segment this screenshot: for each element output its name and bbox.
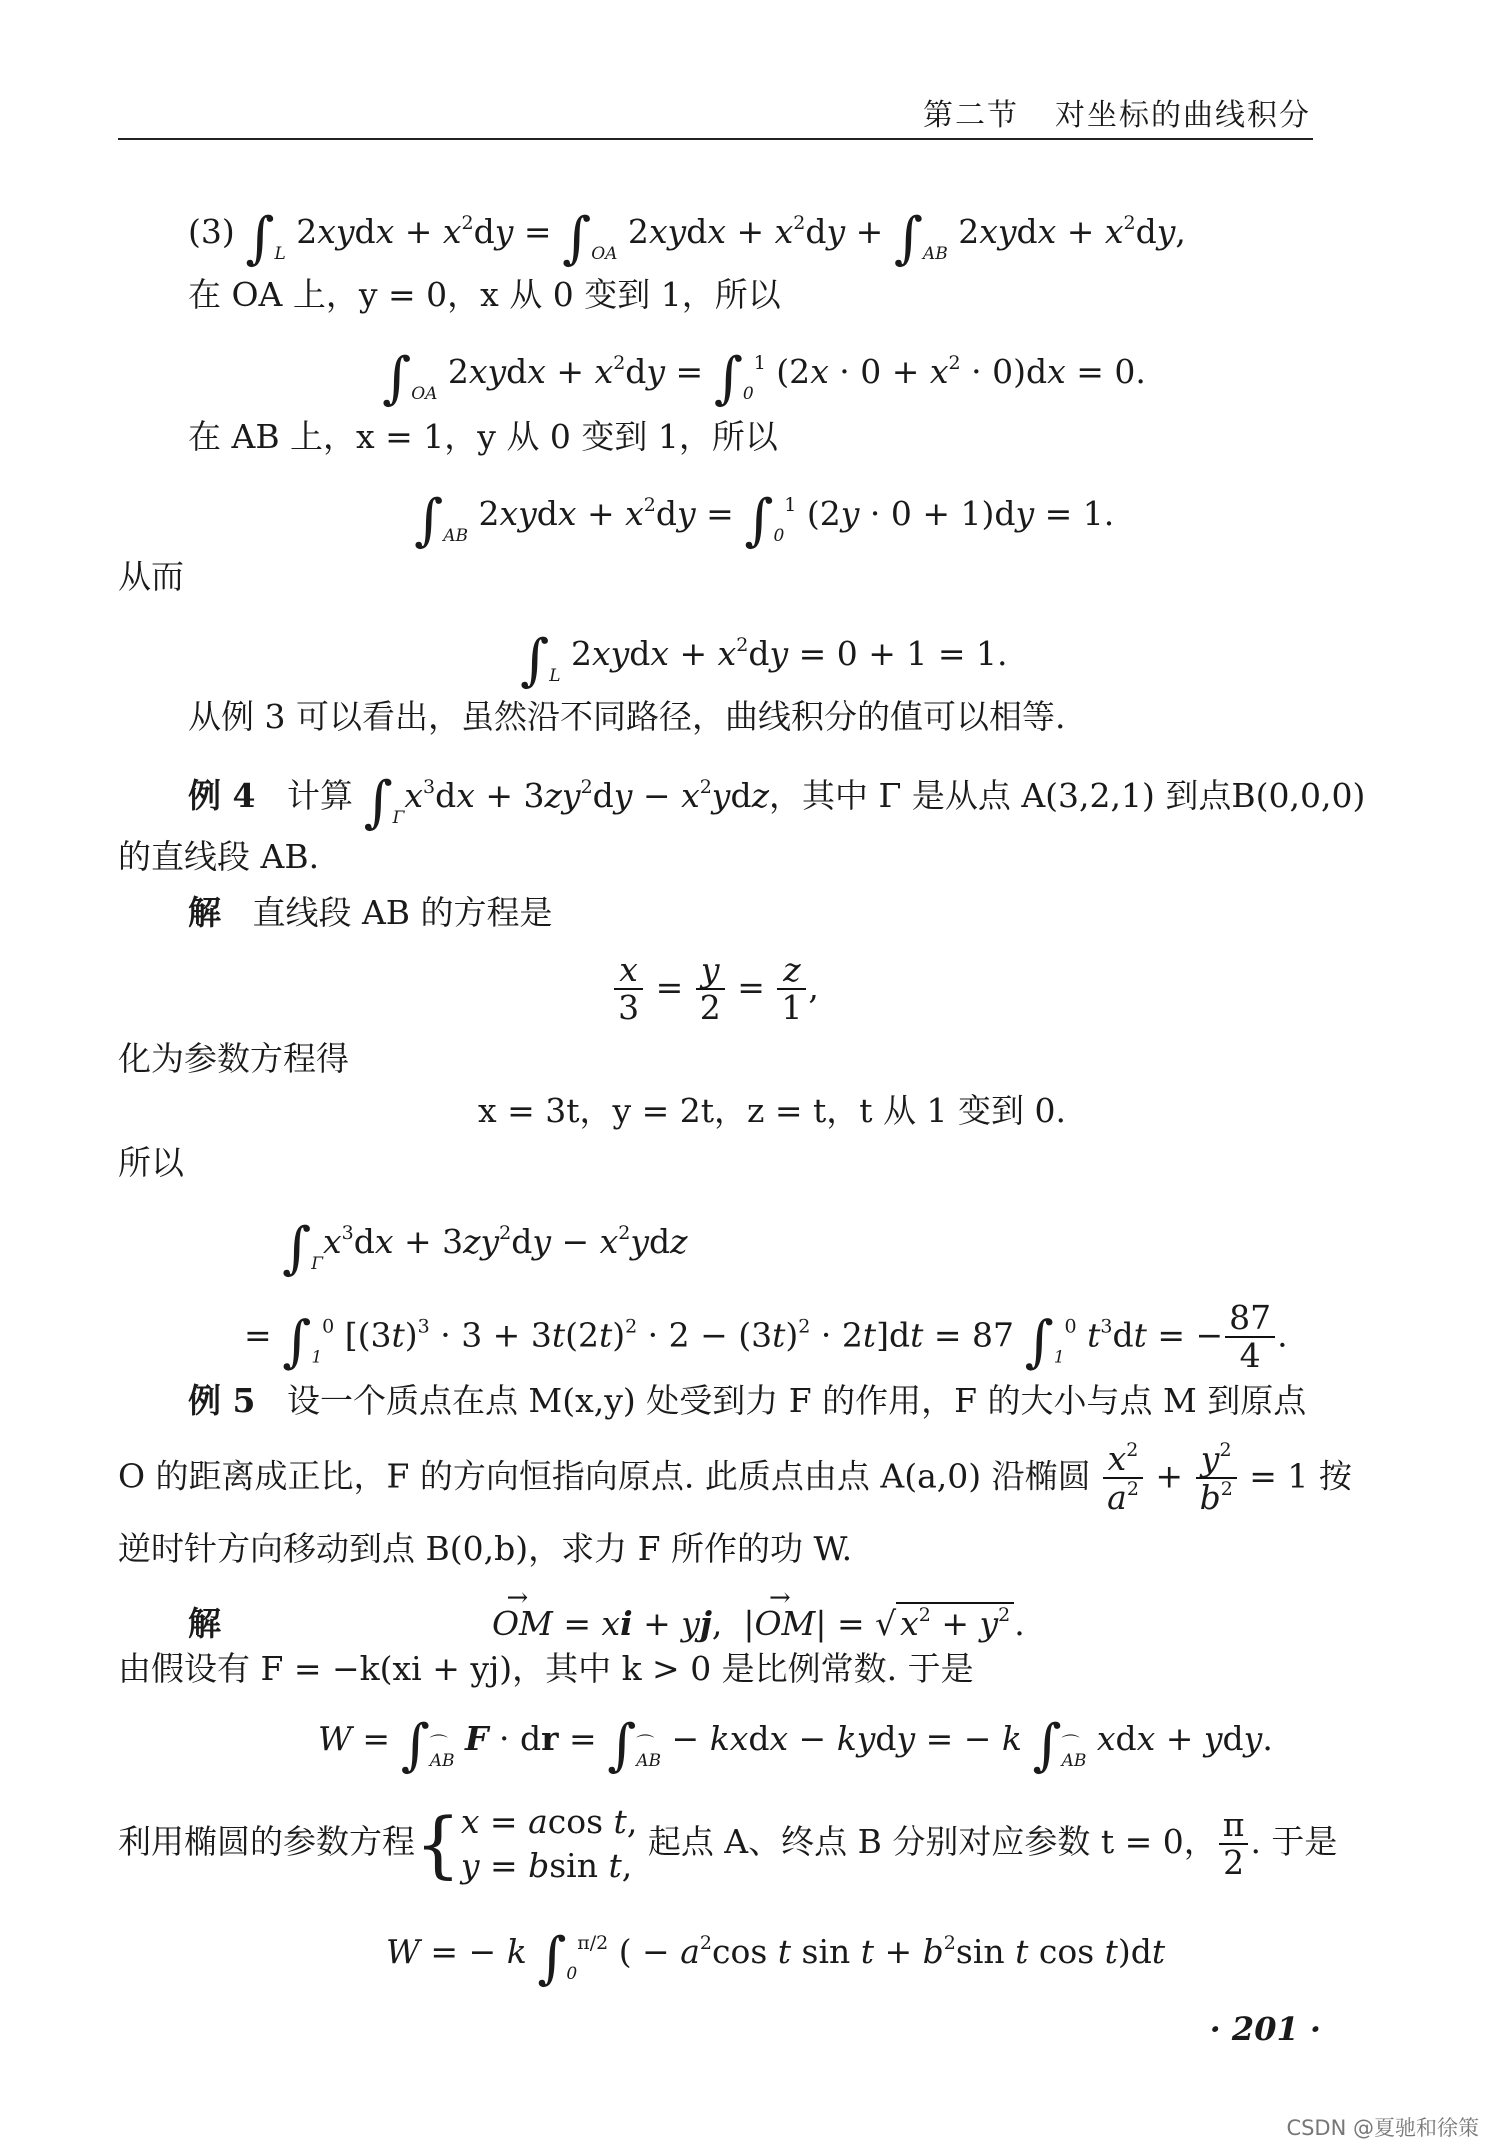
example-4-label: 例 4: [188, 776, 256, 815]
text-on-ab: 在 AB 上，x = 1，y 从 0 变到 1，所以: [188, 417, 778, 456]
example-4-statement: 例 4 计算 $\int_\Gamma x^3dx + 3zy^2dy - x^2ydz$，其中 Γ 是从点 A(3,2,1) 到点B(0,0,0): [188, 770, 1366, 835]
example-4-line2: 的直线段 AB.: [118, 837, 320, 876]
header-rule: [118, 138, 1313, 140]
watermark: CSDN @夏驰和徐策: [1286, 2116, 1479, 2140]
equation-oa: $\int_{OA}$ 2xydx + $x^2dy = \int_0^1$ $(2x \cdot 0 + x^2 \cdot 0)dx = 0$.: [382, 346, 1146, 411]
ellipse-param-line: 利用椭圆的参数方程{ x = acos t, y = bsin t, 起点 A、终点 B 分别对应参数 t = 0， $\frac{\pi}{2}$ . 于是: [118, 1802, 1338, 1886]
equation-work-param: W = − k $\int_0^{\pi/2}$ ( − $a^2\cos$ t $\sin t + b^2\sin$ t cos t)dt: [386, 1926, 1166, 1991]
param-intro: 化为参数方程得: [118, 1039, 349, 1078]
example-5-statement: 例 5 设一个质点在点 M(x,y) 处受到力 F 的作用，F 的大小与点 M 到原点: [188, 1381, 1307, 1420]
text-on-oa: 在 OA 上，y = 0，x 从 0 变到 1，所以: [188, 275, 781, 314]
example-5-line2: O 的距离成正比，F 的方向恒指向原点. 此质点由点 A(a,0) 沿椭圆 $\frac{x^2}{a^2}$ + $\frac{y^2}{b^2}$ = 1 按: [118, 1439, 1352, 1518]
solution-4-intro: 解 直线段 AB 的方程是: [188, 893, 553, 932]
equation-gamma-result: = $\int_1^0$ $[(3t)^3 \cdot 3 + 3t(2t)^2 \cdot 2 - (3t)^2 \cdot 2t]dt = 87$ $\int_1^0$ $t^3dt$ = − $\frac{87}{4}$ .: [244, 1298, 1288, 1376]
example-5-label: 例 5: [188, 1381, 256, 1420]
header-title: 对坐标的曲线积分: [1055, 98, 1311, 133]
text-so: 所以: [118, 1143, 184, 1182]
solution-4-label: 解: [188, 893, 221, 932]
page-number: · 201 ·: [1209, 2010, 1321, 2048]
example-5-line3: 逆时针方向移动到点 B(0,b)，求力 F 所作的功 W.: [118, 1529, 853, 1568]
text-conclusion: 从例 3 可以看出，虽然沿不同路径，曲线积分的值可以相等.: [188, 697, 1066, 736]
equation-ab: $\int_{AB}$ 2xydx + $x^2dy = \int_0^1$ (2y · 0 + 1)dy = 1.: [414, 488, 1115, 553]
equation-total: $\int_L$ 2xydx + $x^2dy = 0 + 1 = 1$.: [520, 628, 1008, 693]
text-assumption: 由假设有 F = −k(xi + yj)，其中 k > 0 是比例常数. 于是: [118, 1649, 974, 1688]
line-equation: $\frac{x}{3}$ = $\frac{y}{2}$ = $\frac{z}{1}$ ,: [118, 952, 1313, 1027]
param-equation: x = 3t，y = 2t，z = t，t 从 1 变到 0.: [478, 1091, 1067, 1130]
header-section: 第二节: [923, 98, 1019, 133]
equation-work: W = ∫⌒ AB F · dr = ∫⌒ AB − kxdx − kydy = − k ∫⌒ AB xdx + ydy.: [318, 1716, 1273, 1784]
text-hence: 从而: [118, 557, 184, 596]
running-header: [887, 90, 1311, 134]
solution-5-label: 解: [188, 1604, 221, 1643]
solution-5-vector: 解 → OM = xi + yj, |→ OM| = √ $x^2 + y^2$ .: [188, 1592, 1025, 1647]
equation-gamma-integral: $\int_\Gamma x^3dx + 3zy^2dy - x^2ydz$: [282, 1216, 688, 1281]
equation-line-3: (3) $\int_L$ 2xydx + $x^2dy = \int_{OA}$ 2xydx + $x^2dy + \int_{AB}$ 2xydx + $x^2dy$,: [188, 206, 1186, 271]
